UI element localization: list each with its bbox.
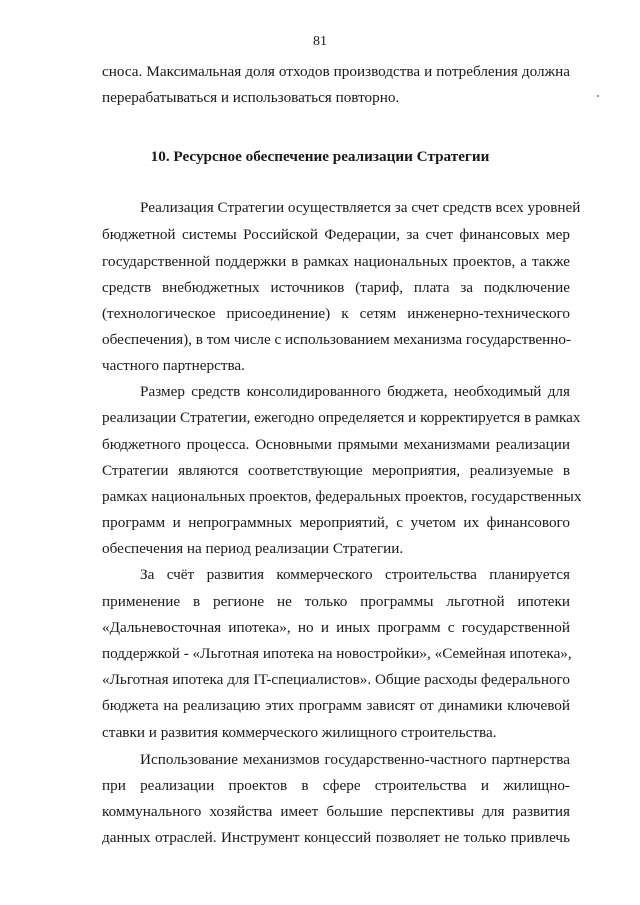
intro-line: сноса. Максимальная доля отходов производства и потребления должна [102, 63, 570, 80]
paragraph-4-line: при реализации проектов в сфере строительства и жилищно- [102, 777, 570, 794]
paragraph-2-line: Стратегии являются соответствующие мероприятия, реализуемые в [102, 462, 570, 479]
paragraph-2-line: Размер средств консолидированного бюджета, необходимый для [140, 383, 570, 400]
paragraph-3-line: ставки и развития коммерческого жилищного строительства. [102, 724, 497, 741]
paragraph-1-line: обеспечения), в том числе с использованием механизма государственно- [102, 331, 572, 348]
paragraph-3-line: поддержкой - «Льготная ипотека на новостройки», «Семейная ипотека», [102, 645, 572, 662]
paragraph-2-line: реализации Стратегии, ежегодно определяется и корректируется в рамках [102, 409, 581, 426]
paragraph-2-line: обеспечения на период реализации Стратегии. [102, 540, 404, 557]
paragraph-3-line: За счёт развития коммерческого строительства планируется [140, 566, 570, 583]
paragraph-3-line: «Дальневосточная ипотека», но и иных программ с государственной [102, 619, 570, 636]
paragraph-1-line: частного партнерства. [102, 357, 245, 374]
section-heading: 10. Ресурсное обеспечение реализации Стратегии [150, 148, 490, 165]
paragraph-4-line: данных отраслей. Инструмент концессий позволяет не только привлечь [102, 829, 570, 846]
paragraph-1-line: средств внебюджетных источников (тариф, плата за подключение [102, 279, 570, 296]
paragraph-3-line: бюджета на реализацию этих программ зависят от динамики ключевой [102, 697, 570, 714]
paragraph-4-line: Использование механизмов государственно-частного партнерства [140, 751, 570, 768]
page-number: 81 [313, 34, 327, 49]
paragraph-2-line: бюджетного процесса. Основными прямыми механизмами реализации [102, 436, 570, 453]
intro-line: перерабатываться и использоваться повторно. [102, 89, 400, 106]
paragraph-3-line: «Льготная ипотека для IT-специалистов». Общие расходы федерального [102, 671, 570, 688]
paragraph-4-line: коммунального хозяйства имеет большие перспективы для развития [102, 803, 570, 820]
paragraph-1-line: государственной поддержки в рамках национальных проектов, а также [102, 253, 570, 270]
margin-mark [597, 95, 599, 97]
paragraph-2-line: рамках национальных проектов, федеральных проектов, государственных [102, 488, 582, 505]
paragraph-2-line: программ и непрограммных мероприятий, с учетом их финансового [102, 514, 570, 531]
paragraph-3-line: применение в регионе не только программы льготной ипотеки [102, 593, 570, 610]
paragraph-1-line: Реализация Стратегии осуществляется за счет средств всех уровней [140, 199, 581, 216]
paragraph-1-line: бюджетной системы Российской Федерации, за счет финансовых мер [102, 226, 570, 243]
paragraph-1-line: (технологическое присоединение) к сетям инженерно-технического [102, 305, 570, 322]
